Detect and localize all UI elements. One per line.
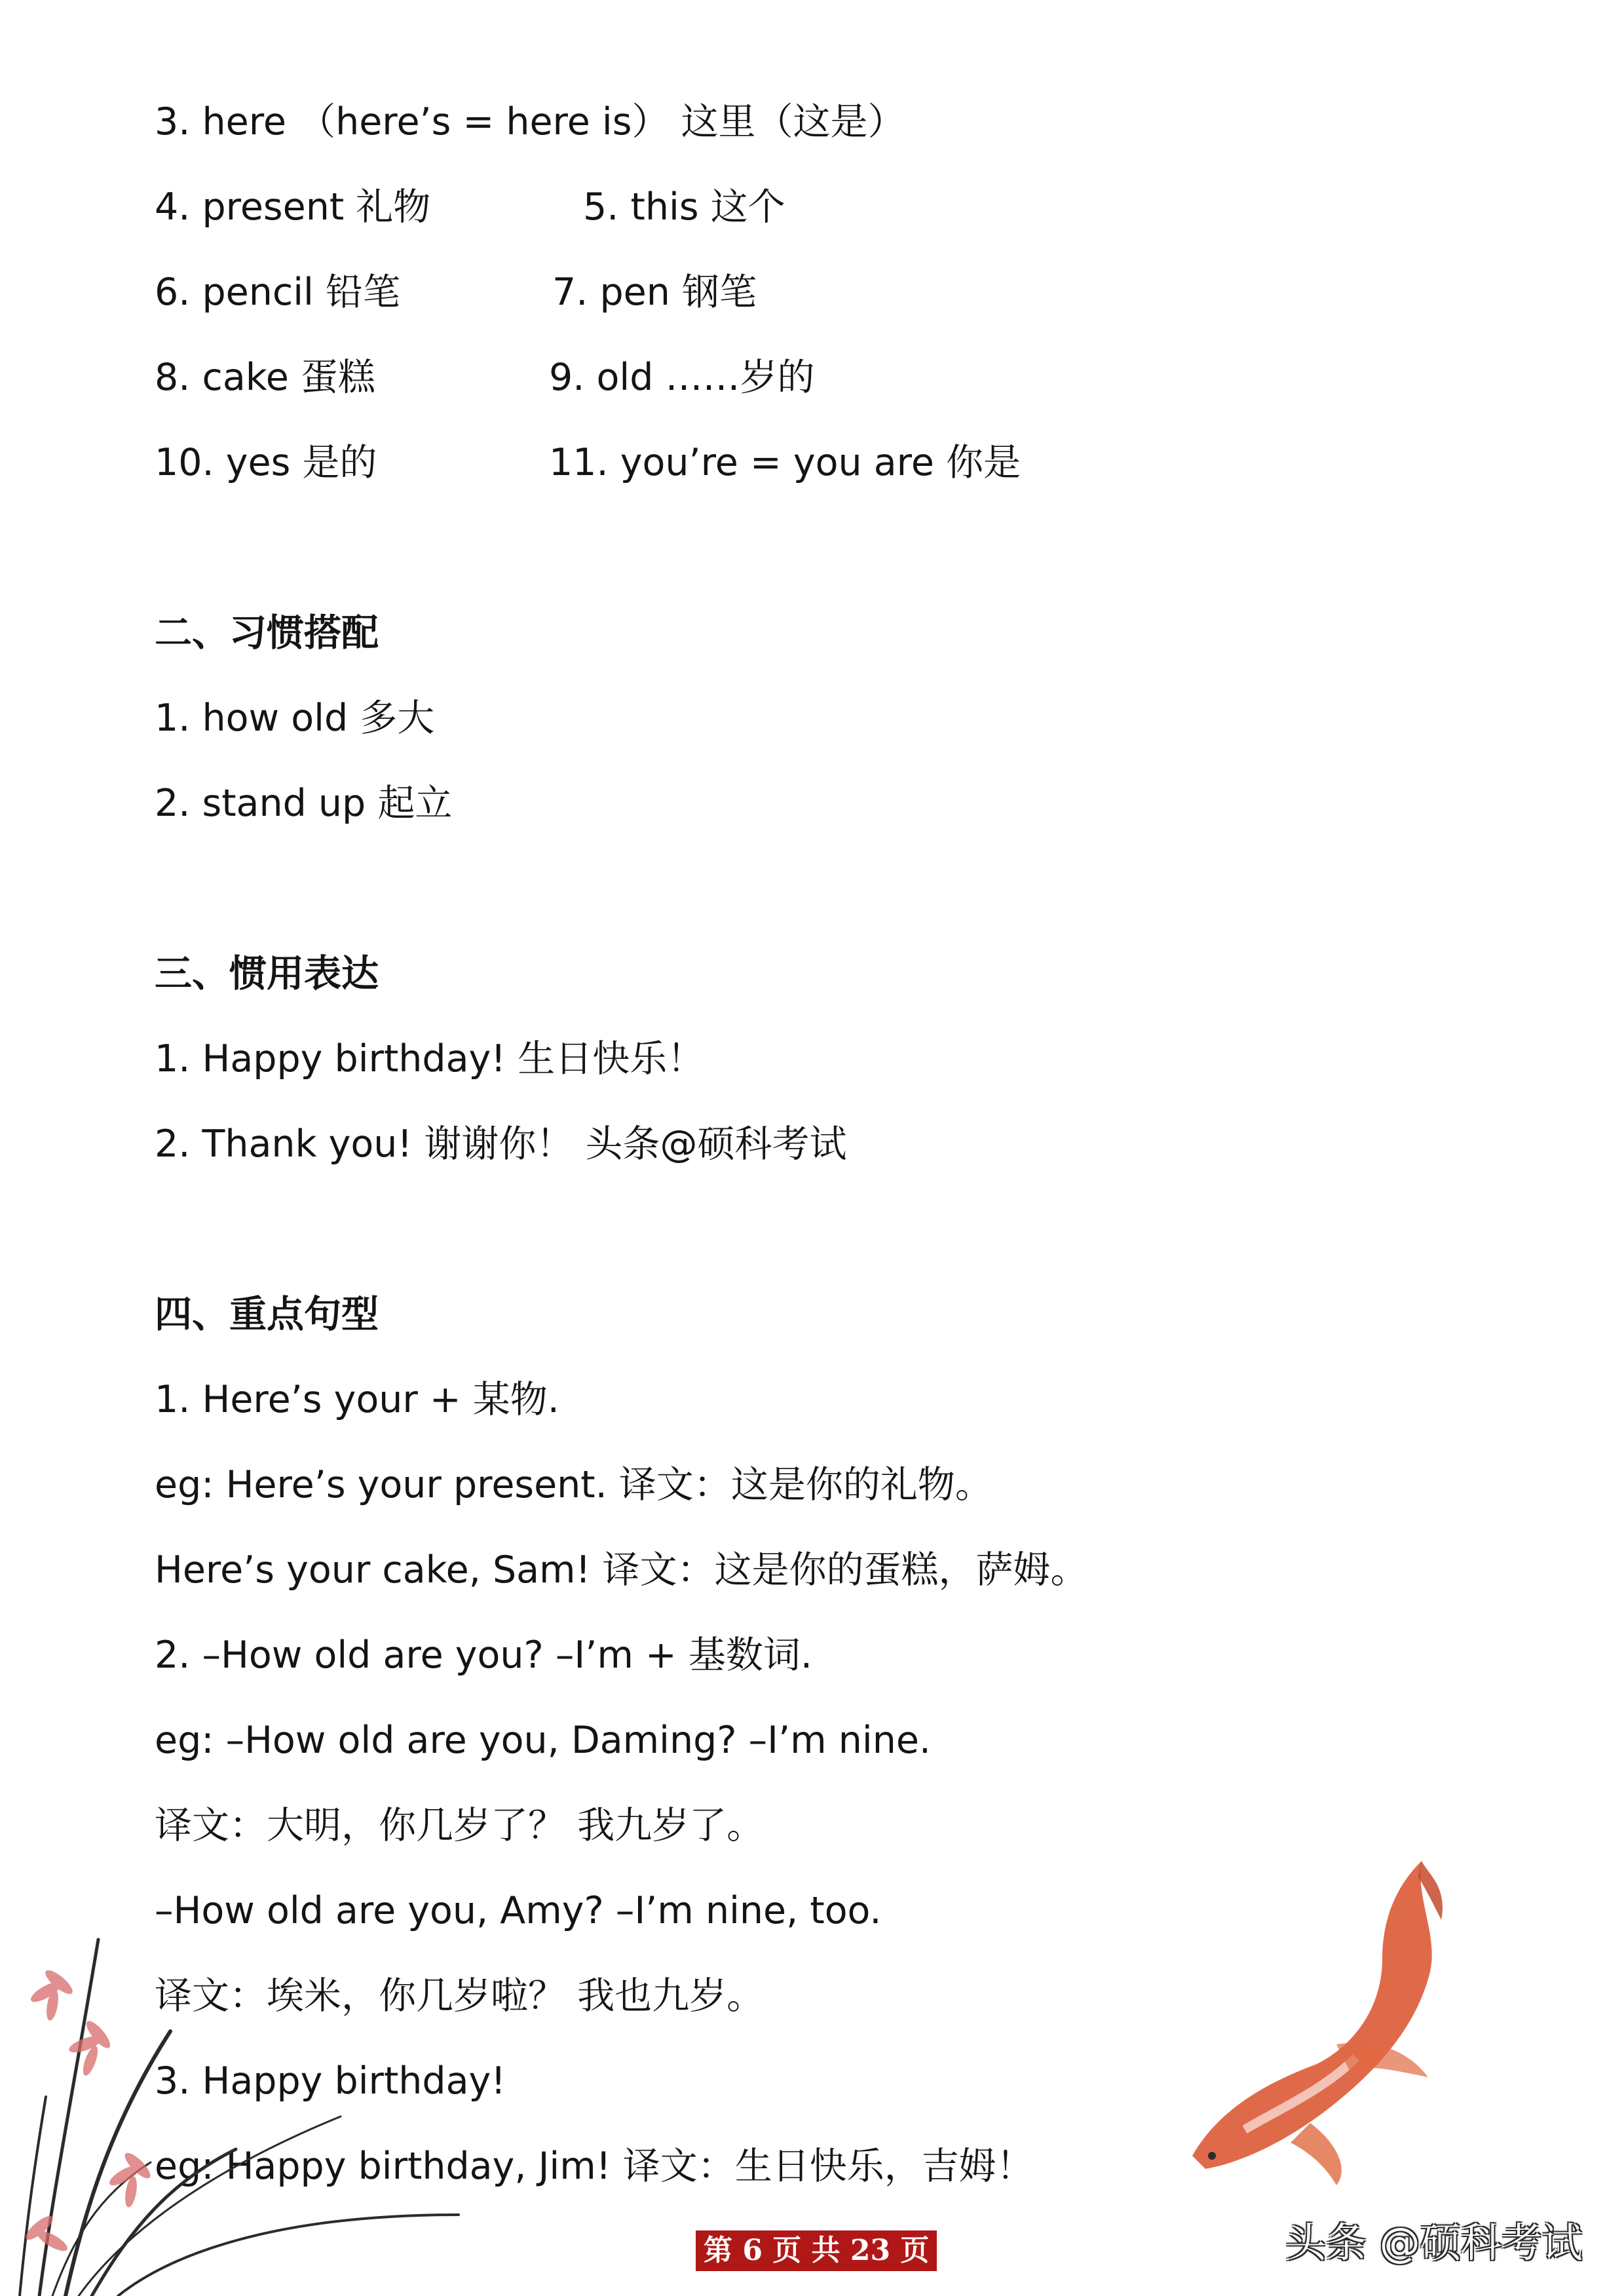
- sentence-line-10: eg: Happy birthday, Jim! 译文：生日快乐，吉姆！: [155, 2145, 1034, 2188]
- section-heading-sentences: 四、重点句型: [155, 1293, 379, 1336]
- sentence-line-9: 3. Happy birthday!: [155, 2059, 506, 2103]
- vocab-line-6: 6. pencil 铅笔: [155, 271, 401, 314]
- watermark: 头条 @硕科考试: [1285, 2219, 1583, 2267]
- sentence-line-5: eg: –How old are you, Daming? –I’m nine.: [155, 1719, 932, 1762]
- sentence-line-3: Here’s your cake, Sam! 译文：这是你的蛋糕，萨姆。: [155, 1548, 1088, 1592]
- orchid-decoration: [0, 1900, 498, 2296]
- vocab-line-9: 9. old ……岁的: [549, 356, 815, 399]
- sentence-line-1: 1. Here’s your + 某物.: [155, 1378, 559, 1421]
- vocab-line-4: 4. present 礼物: [155, 185, 431, 229]
- sentence-line-2: eg: Here’s your present. 译文：这是你的礼物。: [155, 1463, 992, 1506]
- expression-item-1: 1. Happy birthday! 生日快乐！: [155, 1037, 705, 1081]
- section-heading-expressions: 三、惯用表达: [155, 952, 379, 995]
- vocab-line-3: 3. here （here’s = here is） 这里（这是）: [155, 100, 905, 144]
- collocation-item-1: 1. how old 多大: [155, 697, 435, 740]
- vocab-line-10: 10. yes 是的: [155, 441, 377, 484]
- sentence-line-8: 译文：埃米，你几岁啦？ 我也九岁。: [155, 1974, 765, 2018]
- collocation-item-2: 2. stand up 起立: [155, 782, 453, 825]
- section-heading-collocations: 二、习惯搭配: [155, 611, 379, 655]
- page-number-label: 第 6 页 共 23 页: [696, 2230, 937, 2271]
- sentence-line-6: 译文：大明，你几岁了？ 我九岁了。: [155, 1804, 765, 1847]
- koi-fish-decoration: [1166, 1848, 1454, 2189]
- expression-item-2: 2. Thank you! 谢谢你！ 头条@硕科考试: [155, 1122, 847, 1166]
- sentence-line-7: –How old are you, Amy? –I’m nine, too.: [155, 1889, 882, 1932]
- vocab-line-5: 5. this 这个: [583, 185, 785, 229]
- vocab-line-7: 7. pen 钢笔: [552, 271, 757, 314]
- sentence-line-4: 2. –How old are you? –I’m + 基数词.: [155, 1634, 812, 1677]
- vocab-line-8: 8. cake 蛋糕: [155, 356, 375, 399]
- vocab-line-11: 11. you’re = you are 你是: [549, 441, 1021, 484]
